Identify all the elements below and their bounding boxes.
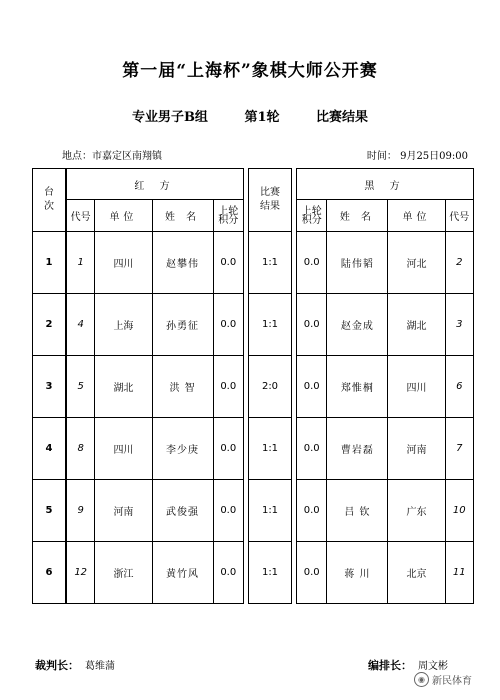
board-number: 5 (33, 480, 66, 542)
black-player-row (297, 294, 474, 356)
match-result: 1:1 (249, 480, 292, 542)
board-number: 6 (33, 542, 66, 604)
black-player-code: 10 (445, 480, 473, 542)
red-player-unit: 四川 (95, 232, 152, 294)
black-player-name: 曹岩磊 (327, 418, 388, 480)
match-result: 1:1 (249, 542, 292, 604)
black-player-code: 11 (445, 542, 473, 604)
board-number: 2 (33, 294, 66, 356)
red-prev-score: 0.0 (213, 232, 243, 294)
red-player-unit: 湖北 (95, 356, 152, 418)
board-number: 4 (33, 418, 66, 480)
black-prev-score: 0.0 (297, 356, 327, 418)
red-prev-score: 0.0 (213, 418, 243, 480)
match-result: 1:1 (249, 418, 292, 480)
black-header: 黑 方 (297, 169, 474, 200)
arbiter-signature (35, 657, 115, 673)
red-player-row (67, 480, 244, 542)
red-code-header: 代号 (67, 200, 95, 232)
red-player-row (67, 294, 244, 356)
pairing-name: 周文彬 (418, 661, 448, 672)
red-player-row (67, 232, 244, 294)
watermark (414, 672, 472, 687)
page-title: 第一届“上海杯”象棋大师公开赛 (122, 61, 378, 81)
red-player-code: 9 (67, 480, 95, 542)
black-name-header: 姓 名 (327, 200, 388, 232)
black-player-name: 郑惟桐 (327, 356, 388, 418)
red-player-unit: 四川 (95, 418, 152, 480)
table-row (33, 232, 66, 294)
red-player-unit: 浙江 (95, 542, 152, 604)
black-player-unit: 河南 (388, 418, 445, 480)
black-prev-score: 0.0 (297, 480, 327, 542)
table-row (33, 480, 66, 542)
arbiter-name: 葛维蒲 (85, 661, 115, 672)
arbiter-label: 裁判长： (35, 659, 79, 672)
black-prev-score: 0.0 (297, 418, 327, 480)
red-player-row (67, 356, 244, 418)
red-player-unit: 上海 (95, 294, 152, 356)
red-player-code: 5 (67, 356, 95, 418)
result-row (249, 232, 292, 294)
red-player-code: 1 (67, 232, 95, 294)
black-side-table (296, 168, 474, 604)
subtitle (0, 106, 500, 125)
time-text: 时间： 9月25日09:00 (366, 151, 468, 162)
black-player-row (297, 232, 474, 294)
black-player-row (297, 480, 474, 542)
result-row (249, 294, 292, 356)
red-prev-score: 0.0 (213, 356, 243, 418)
red-player-name: 赵攀伟 (152, 232, 213, 294)
match-result: 1:1 (249, 232, 292, 294)
black-player-code: 7 (445, 418, 473, 480)
black-player-name: 陆伟韬 (327, 232, 388, 294)
black-player-name: 赵金成 (327, 294, 388, 356)
black-player-code: 3 (445, 294, 473, 356)
red-prev-header: 上轮 积分 (213, 200, 243, 232)
black-player-unit: 广东 (388, 480, 445, 542)
red-player-name: 洪 智 (152, 356, 213, 418)
black-player-row (297, 418, 474, 480)
pairing-signature (368, 657, 448, 673)
board-number: 1 (33, 232, 66, 294)
red-prev-score: 0.0 (213, 294, 243, 356)
table-row (33, 356, 66, 418)
black-prev-header: 上轮 积分 (297, 200, 327, 232)
black-player-unit: 四川 (388, 356, 445, 418)
red-name-header: 姓 名 (152, 200, 213, 232)
black-player-code: 6 (445, 356, 473, 418)
red-player-row (67, 542, 244, 604)
red-player-code: 4 (67, 294, 95, 356)
red-player-name: 武俊强 (152, 480, 213, 542)
red-player-name: 李少庚 (152, 418, 213, 480)
result-header: 比赛 结果 (249, 169, 292, 232)
match-result: 2:0 (249, 356, 292, 418)
red-prev-score: 0.0 (213, 480, 243, 542)
red-header: 红 方 (67, 169, 244, 200)
match-result: 1:1 (249, 294, 292, 356)
result-label: 比赛结果 (316, 110, 369, 125)
result-row (249, 418, 292, 480)
table-row (33, 542, 66, 604)
red-unit-header: 单位 (95, 200, 152, 232)
group-label: 专业男子B组 (131, 110, 208, 125)
black-player-unit: 北京 (388, 542, 445, 604)
red-player-code: 12 (67, 542, 95, 604)
wechat-icon: ◉ (414, 672, 429, 687)
table-row (33, 294, 66, 356)
table-row (33, 418, 66, 480)
black-player-unit: 河北 (388, 232, 445, 294)
red-player-name: 孙勇征 (152, 294, 213, 356)
black-player-name: 吕 钦 (327, 480, 388, 542)
red-player-code: 8 (67, 418, 95, 480)
result-column (248, 168, 292, 604)
black-prev-score: 0.0 (297, 542, 327, 604)
black-prev-score: 0.0 (297, 294, 327, 356)
result-row (249, 542, 292, 604)
black-player-code: 2 (445, 232, 473, 294)
red-prev-score: 0.0 (213, 542, 243, 604)
red-player-name: 黄竹风 (152, 542, 213, 604)
black-player-unit: 湖北 (388, 294, 445, 356)
black-player-row (297, 542, 474, 604)
venue-text: 地点：市嘉定区南翔镇 (62, 151, 162, 162)
red-side-table (66, 168, 244, 604)
result-row (249, 480, 292, 542)
black-code-header: 代号 (445, 200, 473, 232)
black-player-name: 蒋 川 (327, 542, 388, 604)
pairing-label: 编排长： (368, 659, 412, 672)
red-player-row (67, 418, 244, 480)
watermark-text: 新民体育 (432, 676, 472, 687)
board-header: 台 次 (33, 169, 66, 232)
black-prev-score: 0.0 (297, 232, 327, 294)
round-label: 第1轮 (244, 110, 280, 125)
result-row (249, 356, 292, 418)
board-number: 3 (33, 356, 66, 418)
black-unit-header: 单位 (388, 200, 445, 232)
board-number-column (32, 168, 66, 604)
black-player-row (297, 356, 474, 418)
red-player-unit: 河南 (95, 480, 152, 542)
